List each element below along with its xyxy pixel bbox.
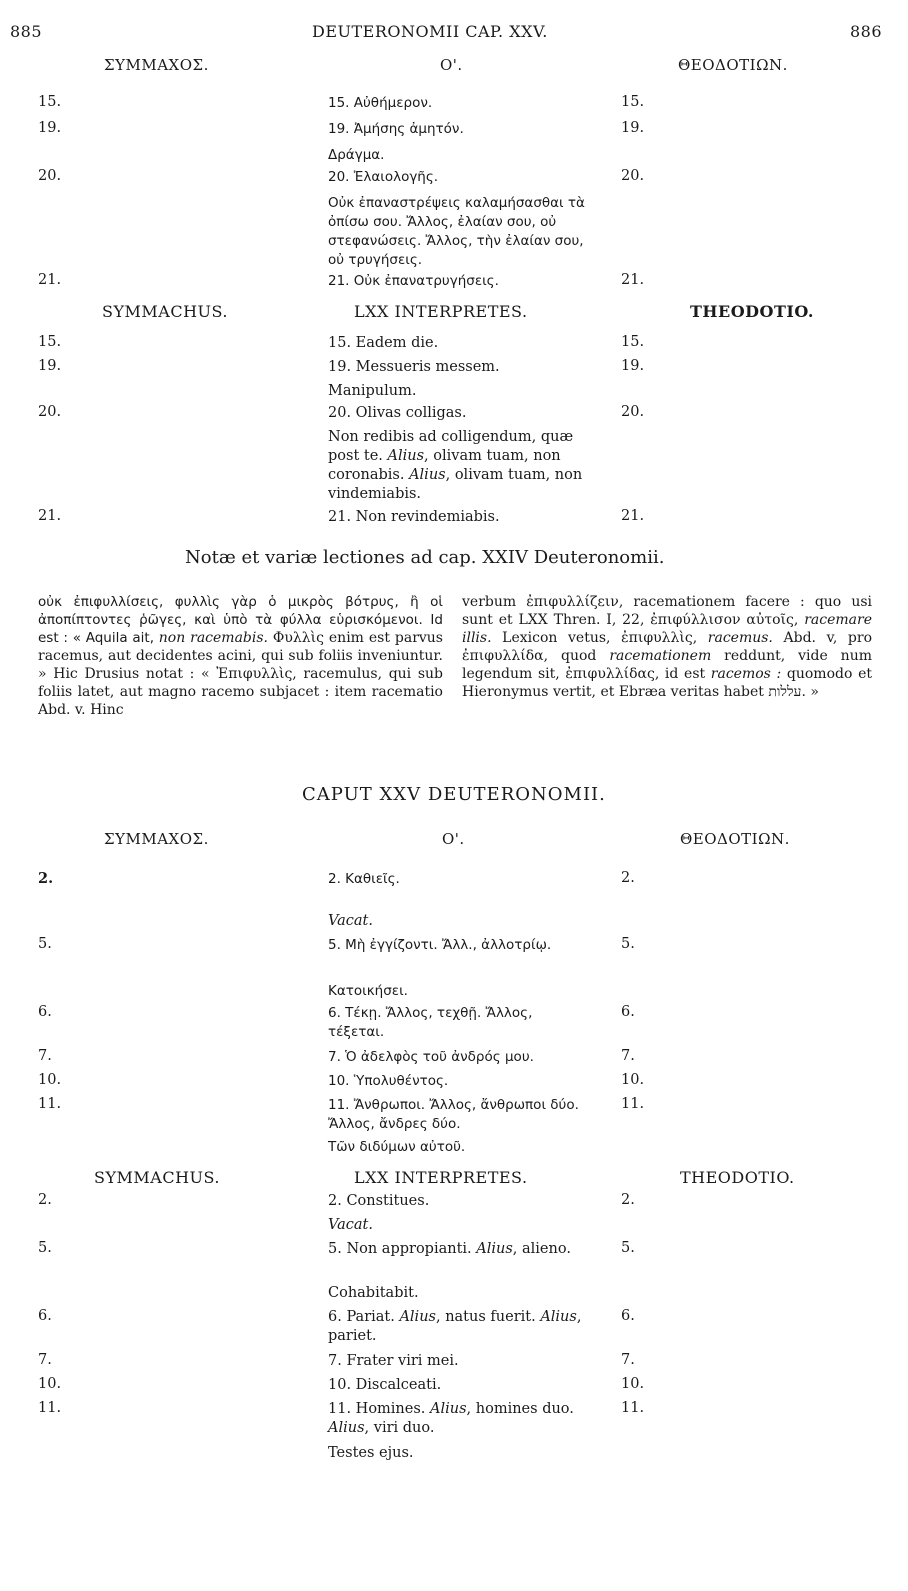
verse-num: 5. — [621, 1240, 635, 1256]
verse-num: 2. — [621, 1192, 635, 1208]
lxx-text: 6. Pariat. Alius, natus fuerit. Alius, pariet. — [328, 1309, 582, 1344]
lxx-text: Vacat. — [328, 1217, 373, 1233]
verse-num: 21. — [38, 272, 62, 288]
lxx-text: 11. Ἄνθρωποι. Ἄλλος, ἄνθρωποι δύο. Ἄλλος, ἄνδρες δύο. — [328, 1097, 579, 1132]
verse-num: 19. — [38, 120, 62, 136]
verse-num: 20. — [621, 168, 645, 184]
notes-left-column: οὐκ ἐπιφυλλίσεις, φυλλὶς γὰρ ὁ μικρὸς βότρυς, ἢ οἱ ἀποπίπτοντες ῥῶγες, καὶ ὑπὸ τὰ φύλλα εὑρισκόμενοι. Id est : « Aquila ait, non racemabis. Φυλλὶς enim est parvus racemus, aut decidentes acini, qui sub foliis inveniuntur. » Hic Drusius notat : « Ἐπιφυλλὶς, racemulus, qui sub foliis latet, aut magno racemo subjacet : item racematio Abd. v. Hinc — [38, 594, 443, 718]
verse-num: 21. — [621, 272, 645, 288]
verse-num: 11. — [621, 1096, 645, 1112]
lxx-text: 21. Non revindemiabis. — [328, 509, 500, 525]
verse-num: 7. — [621, 1352, 635, 1368]
verse-num: 15. — [38, 334, 62, 350]
chapter-title: CAPUT XXV DEUTERONOMII. — [302, 784, 606, 805]
verse-num: 5. — [38, 1240, 52, 1256]
verse-num: 19. — [38, 358, 62, 374]
verse-num: 11. — [621, 1400, 645, 1416]
lxx-text: Non redibis ad colligendum, quæ post te. Alius, olivam tuam, non coronabis. Alius, olivam tuam, non vindemiabis. — [328, 429, 583, 502]
lxx-text: Τῶν διδύμων αὐτοῦ. — [328, 1139, 466, 1155]
lxx-text: 21. Οὐκ ἐπανατρυγήσεις. — [328, 273, 499, 289]
col-head-lxx-greek: Ο'. — [440, 56, 463, 74]
running-title: DEUTERONOMII CAP. XXV. — [312, 22, 548, 41]
lxx-text: Κατοικήσει. — [328, 983, 408, 999]
col-head-theodotio-latin: THEODOTIO. — [680, 1168, 795, 1187]
verse-num: 10. — [621, 1376, 645, 1392]
col-head-symmachus-latin: SYMMACHUS. — [102, 302, 228, 321]
col-head-lxx-greek: Ο'. — [442, 830, 465, 848]
col-head-theodotion-greek: ΘΕΟΔΟΤΙΩΝ. — [680, 830, 790, 848]
verse-num: 15. — [38, 94, 62, 110]
lxx-text: 15. Eadem die. — [328, 335, 439, 351]
verse-num: 10. — [38, 1376, 62, 1392]
verse-num: 10. — [38, 1072, 62, 1088]
lxx-text: 11. Homines. Alius, homines duo. Alius, viri duo. — [328, 1401, 574, 1436]
verse-num: 19. — [621, 358, 645, 374]
col-head-symmachus-greek: ΣΥΜΜΑΧΟΣ. — [104, 830, 209, 848]
lxx-text: Cohabitabit. — [328, 1285, 419, 1301]
col-head-theodotio-latin: THEODOTIO. — [690, 302, 814, 321]
lxx-text: 5. Non appropianti. Alius, alieno. — [328, 1241, 571, 1257]
verse-num: 10. — [621, 1072, 645, 1088]
page-number-right: 886 — [850, 22, 883, 41]
lxx-text: 10. Ὑπολυθέντος. — [328, 1073, 449, 1089]
lxx-text: 10. Discalceati. — [328, 1377, 442, 1393]
lxx-text: 15. Αὐθήμερον. — [328, 95, 433, 111]
lxx-text: 2. Constitues. — [328, 1193, 430, 1209]
verse-num: 11. — [38, 1096, 62, 1112]
page-number-left: 885 — [10, 22, 43, 41]
verse-num: 2. — [38, 1192, 52, 1208]
lxx-text: Δράγμα. — [328, 147, 385, 163]
verse-num: 6. — [621, 1308, 635, 1324]
verse-num: 7. — [38, 1048, 52, 1064]
lxx-text: 2. Καθιεῖς. — [328, 871, 400, 887]
lxx-text: 20. Ἐλαιολογῆς. — [328, 169, 439, 185]
lxx-text: 19. Messueris messem. — [328, 359, 500, 375]
verse-num: 2. — [38, 870, 54, 887]
lxx-text: Manipulum. — [328, 383, 417, 399]
verse-num: 6. — [38, 1004, 52, 1020]
lxx-text: Testes ejus. — [328, 1445, 414, 1461]
verse-num: 7. — [38, 1352, 52, 1368]
lxx-text: 6. Τέκῃ. Ἄλλος, τεχθῇ. Ἄλλος, τέξεται. — [328, 1005, 533, 1040]
lxx-text: 5. Μὴ ἐγγίζοντι. Ἄλλ., ἀλλοτρίῳ. — [328, 937, 552, 953]
lxx-text: Οὐκ ἐπαναστρέψεις καλαμήσασθαι τὰ ὀπίσω σου. Ἄλλος, ἐλαίαν σου, οὐ στεφανώσεις. Ἄλλος, τὴν ἐλαίαν σου, οὐ τρυγήσεις. — [328, 195, 585, 268]
verse-num: 5. — [621, 936, 635, 952]
col-head-symmachus-latin: SYMMACHUS. — [94, 1168, 220, 1187]
verse-num: 19. — [621, 120, 645, 136]
verse-num: 20. — [38, 168, 62, 184]
verse-num: 11. — [38, 1400, 62, 1416]
col-head-lxx-latin: LXX INTERPRETES. — [354, 1168, 528, 1187]
verse-num: 21. — [38, 508, 62, 524]
col-head-lxx-latin: LXX INTERPRETES. — [354, 302, 528, 321]
lxx-text: 20. Olivas colligas. — [328, 405, 467, 421]
lxx-text: 7. Ὁ ἀδελφὸς τοῦ ἀνδρός μου. — [328, 1049, 534, 1065]
verse-num: 21. — [621, 508, 645, 524]
verse-num: 2. — [621, 870, 635, 886]
notes-right-column: verbum ἐπιφυλλίζειν, racemationem facere : quo usi sunt et LXX Thren. I, 22, ἐπιφύλλισον αὐτοῖς, racemare illis. Lexicon vetus, ἐπιφυλλὶς, racemus. Abd. v, pro ἐπιφυλλίδα, quod racemationem reddunt, vide num legendum sit, ἐπιφυλλίδας, id est racemos : quomodo et Hieronymus vertit, et Ebræa veritas habet עללות. » — [462, 594, 872, 700]
verse-num: 20. — [621, 404, 645, 420]
verse-num: 15. — [621, 94, 645, 110]
verse-num: 6. — [38, 1308, 52, 1324]
notes-title: Notæ et variæ lectiones ad cap. XXIV Deuteronomii. — [185, 547, 665, 568]
col-head-theodotion-greek: ΘΕΟΔΟΤΙΩΝ. — [678, 56, 788, 74]
lxx-text: 19. Ἀμήσης ἀμητόν. — [328, 121, 464, 137]
verse-num: 15. — [621, 334, 645, 350]
verse-num: 20. — [38, 404, 62, 420]
lxx-text: Vacat. — [328, 913, 373, 929]
verse-num: 7. — [621, 1048, 635, 1064]
col-head-symmachus-greek: ΣΥΜΜΑΧΟΣ. — [104, 56, 209, 74]
verse-num: 5. — [38, 936, 52, 952]
lxx-text: 7. Frater viri mei. — [328, 1353, 459, 1369]
verse-num: 6. — [621, 1004, 635, 1020]
